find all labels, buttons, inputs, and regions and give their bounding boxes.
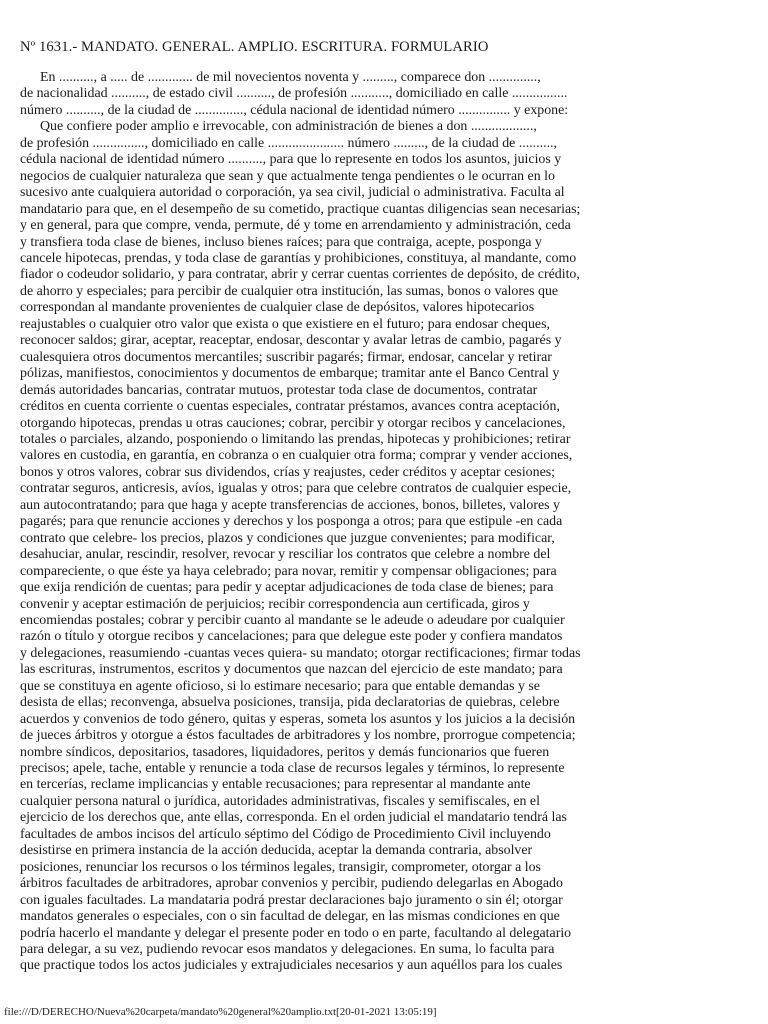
text-line: otorgando hipotecas, prendas u otras cauciones; cobrar, percibir y otorgar recibos y cancelaciones, <box>20 415 566 431</box>
text-line: posiciones, renunciar los recursos o los términos legales, transigir, comprometer, otorgar a los <box>20 859 541 875</box>
text-line: cédula nacional de identidad número .........., para que lo represente en todos los asuntos, juicios y <box>20 152 562 168</box>
text-line: convenir y aceptar estimación de perjuicios; recibir correspondencia aun certificada, giros y <box>20 596 530 612</box>
text-line: que se constituya en agente oficioso, si lo estimare necesario; para que entable demandas y se <box>20 678 540 694</box>
text-line: razón o título y otorgue recibos y cancelaciones; para que delegue este poder y confiera mandatos <box>20 629 563 645</box>
text-line: reconocer saldos; girar, aceptar, reaceptar, endosar, descontar y avalar letras de cambio, pagarés y <box>20 333 562 349</box>
text-line: sucesivo ante cualquiera autoridad o corporación, ya sea civil, judicial o administrativa. Faculta al <box>20 185 565 201</box>
text-line: precisos; apele, tache, entable y renuncie a toda clase de recursos legales y términos, lo represente <box>20 761 565 777</box>
text-line: de nacionalidad .........., de estado civil .........., de profesión ..........., domiciliado en calle ................ <box>20 86 568 102</box>
text-line: bonos y otros valores, cobrar sus dividendos, crías y reajustes, ceder créditos y aceptar cesiones; <box>20 464 556 480</box>
text-line: compareciente, o que éste ya haya celebrado; para novar, remitir y compensar obligaciones; para <box>20 563 557 579</box>
text-line: desahuciar, anular, rescindir, resolver, revocar y resciliar los contratos que celebre a nombre del <box>20 547 551 563</box>
text-line: totales o parciales, alzando, posponiendo o limitando las prendas, hipotecas y prohibiciones; retirar <box>20 431 571 447</box>
text-line: Que confiere poder amplio e irrevocable, con administración de bienes a don .................., <box>40 119 537 135</box>
text-line: para delegar, a su vez, pudiendo revocar esos mandatos y delegaciones. En suma, lo faculta para <box>20 942 555 958</box>
text-line: cualquier persona natural o jurídica, autoridades administrativas, fiscales y semifiscales, en el <box>20 793 540 809</box>
text-line: encomiendas postales; cobrar y percibir cuanto al mandante se le adeude o adeudare por cualquier <box>20 612 565 628</box>
text-line: árbitros facultades de arbitradores, aprobar convenios y percibir, pudiendo delegarlas en Abogado <box>20 876 563 892</box>
text-line: cualesquiera otros documentos mercantiles; suscribir pagarés; firmar, endosar, cancelar y retirar <box>20 349 552 365</box>
text-line: facultades de ambos incisos del artículo séptimo del Código de Procedimiento Civil incluyendo <box>20 826 551 842</box>
text-line: créditos en cuenta corriente o cuentas especiales, contratar préstamos, avances contra aceptación, <box>20 399 560 415</box>
document-body <box>20 70 760 975</box>
text-line: pólizas, manifiestos, conocimientos y documentos de embarque; tramitar ante el Banco Central y <box>20 366 560 382</box>
document-title: Nº 1631.- MANDATO. GENERAL. AMPLIO. ESCRITURA. FORMULARIO <box>20 39 489 55</box>
text-line: valores en custodia, en garantía, en cobranza o en cualquier otra forma; comprar y vender acciones, <box>20 448 573 464</box>
text-line: las escrituras, instrumentos, escritos y documentos que nazcan del ejercicio de este mandato; para <box>20 662 563 678</box>
text-line: reajustables o cualquier otro valor que exista o que existiere en el futuro; para endosar cheques, <box>20 316 550 332</box>
text-line: número .........., de la ciudad de .............., cédula nacional de identidad número ............... y expone: <box>20 102 569 118</box>
text-line: que practique todos los actos judiciales y extrajudiciales necesarios y aun aquéllos para los cuales <box>20 958 563 974</box>
text-line: cancele hipotecas, prendas, y toda clase de garantías y prohibiciones, constituya, al mandante, como <box>20 250 577 266</box>
text-line: demás autoridades bancarias, contratar mutuos, protestar toda clase de documentos, contratar <box>20 382 538 398</box>
text-line: que exija rendición de cuentas; para pedir y aceptar adjudicaciones de toda clase de bienes; para <box>20 580 554 596</box>
text-line: En .........., a ..... de ............. de mil novecientos noventa y ........., comparece don .............., <box>40 70 541 85</box>
text-line: contratar seguros, anticresis, avíos, igualas y otros; para que celebre contratos de cualquier especie, <box>20 481 572 497</box>
text-line: en tercerías, reclame implicancias y entable recusaciones; para representar al mandante ante <box>20 777 531 793</box>
text-line: de ahorro y especiales; para percibir de cualquier otra institución, las sumas, bonos o valores que <box>20 283 559 299</box>
text-line: nombre síndicos, depositarios, tasadores, liquidadores, peritos y demás funcionarios que fueren <box>20 744 550 760</box>
text-line: y delegaciones, reasumiendo -cuantas veces quiera- su mandato; otorgar rectificaciones; firmar todas <box>20 645 581 661</box>
text-line: y transfiera toda clase de bienes, incluso bienes raíces; para que contraiga, acepte, posponga y <box>20 234 542 250</box>
text-line: mandatario para que, en el desempeño de su cometido, practique cuantas diligencias sean necesarias; <box>20 201 581 217</box>
document-page <box>20 0 760 975</box>
text-line: de profesión ..............., domiciliado en calle ...................... número ........., de la ciudad de .........., <box>20 135 557 151</box>
text-line: desistirse en primera instancia de la acción deducida, aceptar la demanda contraria, absolver <box>20 843 533 859</box>
text-line: pagarés; para que renuncie acciones y derechos y los posponga a otros; para que estipule -en cada <box>20 514 563 530</box>
text-line: desista de ellas; reconvenga, absuelva posiciones, transija, pida declaratorias de quiebras, celebre <box>20 695 560 711</box>
text-line: de jueces árbitros y otorgue a éstos facultades de arbitradores y los nombre, prorrogue competencia; <box>20 728 576 744</box>
text-line: contrato que celebre- los precios, plazos y condiciones que juzgue convenientes; para modificar, <box>20 530 555 546</box>
text-line: acuerdos y convenios de todo género, quitas y esperas, someta los asuntos y los juicios a la decisión <box>20 711 576 727</box>
text-line: correspondan al mandante provenientes de cualquier clase de depósitos, valores hipotecarios <box>20 300 535 316</box>
text-line: podría hacerlo el mandante y delegar el presente poder en todo o en parte, facultando al delegatario <box>20 925 572 941</box>
file-path-footer: file:///D/DERECHO/Nueva%20carpeta/mandato%20general%20amplio.txt[20-01-2021 13:05:19] <box>4 1006 437 1018</box>
text-line: fiador o codeudor solidario, y para contratar, abrir y cerrar cuentas corrientes de depósito, de crédito, <box>20 267 580 283</box>
text-line: ejercicio de los derechos que, ante ellas, corresponda. En el orden judicial el mandatario tendrá las <box>20 810 567 826</box>
text-line: mandatos generales o especiales, con o sin facultad de delegar, en las mismas condiciones en que <box>20 909 560 925</box>
text-line: negocios de cualquier naturaleza que sean y que actualmente tenga pendientes o le ocurran en lo <box>20 168 555 184</box>
text-line: aun autocontratando; para que haga y acepte transferencias de acciones, bonos, billetes, valores y <box>20 497 560 513</box>
text-line: con iguales facultades. La mandataria podrá prestar declaraciones bajo juramento o sin él; otorgar <box>20 892 563 908</box>
text-line: y en general, para que compre, venda, permute, dé y tome en arrendamiento y administración, ceda <box>20 218 571 234</box>
